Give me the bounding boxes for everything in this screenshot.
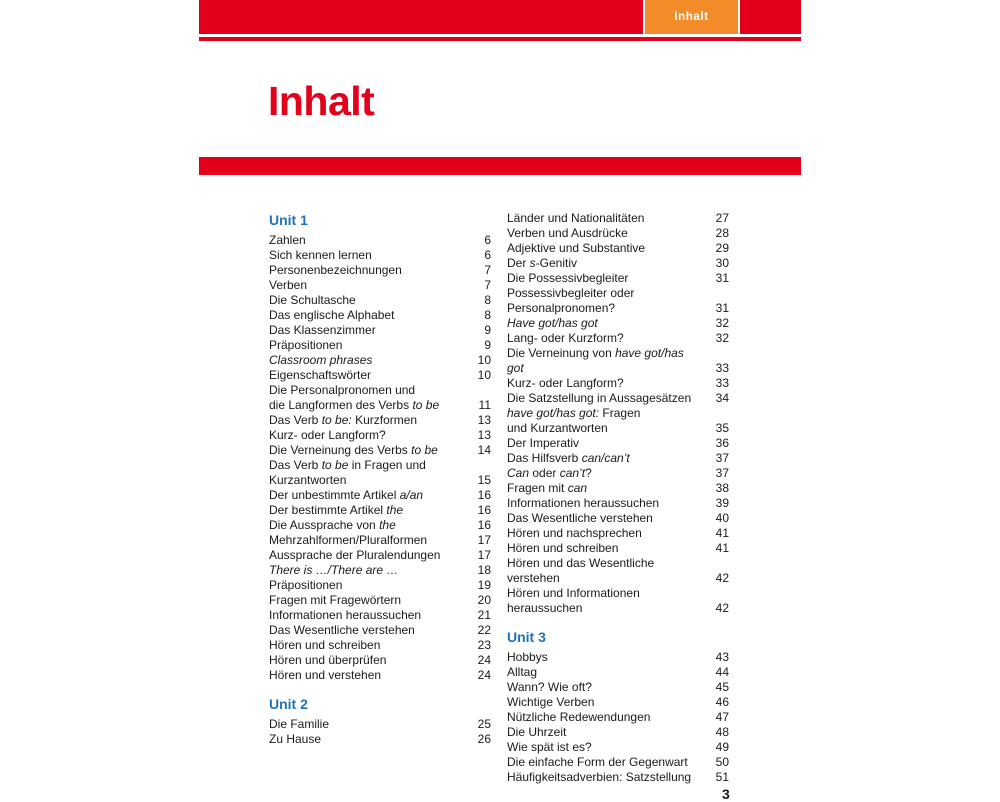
toc-entry-page: 36 bbox=[715, 436, 729, 450]
header-rule bbox=[199, 37, 801, 41]
toc-entry-title: Hören und Informationen heraussuchen bbox=[507, 586, 640, 615]
toc-entry-title: Hören und überprüfen bbox=[269, 653, 387, 667]
toc-entry-title: Wie spät ist es? bbox=[507, 740, 592, 754]
toc-entry-title: Wichtige Verben bbox=[507, 695, 595, 709]
toc-entry-title: Zahlen bbox=[269, 233, 306, 247]
toc-entry-title: Hören und schreiben bbox=[269, 638, 381, 652]
toc-entry-page: 31 bbox=[715, 271, 729, 285]
toc-entry-title: Häufigkeitsadverbien: Satzstellung bbox=[507, 770, 692, 784]
toc-entry[interactable] bbox=[269, 548, 491, 563]
toc-entry-page: 42 bbox=[715, 571, 729, 585]
toc-entry[interactable] bbox=[507, 331, 729, 346]
toc-entry-page: 19 bbox=[477, 578, 491, 592]
toc-list-unit-2-part-1 bbox=[269, 717, 491, 747]
toc-entry[interactable] bbox=[507, 541, 729, 556]
toc-entry[interactable] bbox=[269, 488, 491, 503]
toc-entry-title: There is …/There are … bbox=[269, 563, 399, 577]
toc-entry-page: 33 bbox=[715, 361, 729, 375]
toc-entry-page: 46 bbox=[715, 695, 729, 709]
toc-entry-title: Hören und schreiben bbox=[507, 541, 619, 555]
toc-entry-page: 11 bbox=[478, 398, 491, 412]
toc-entry-page: 31 bbox=[715, 301, 729, 315]
toc-entry-page: 13 bbox=[477, 413, 491, 427]
toc-list-unit-1 bbox=[269, 233, 491, 683]
toc-entry[interactable] bbox=[507, 481, 729, 496]
toc-entry-title: Die Satzstellung in Aussagesätzen bbox=[507, 391, 692, 405]
tab-divider-right bbox=[738, 0, 740, 34]
toc-entry-page: 9 bbox=[484, 338, 491, 352]
toc-entry[interactable] bbox=[269, 263, 491, 278]
toc-entry-title: Have got/has got bbox=[507, 316, 598, 330]
toc-entry-page: 6 bbox=[484, 233, 491, 247]
toc-entry-page: 25 bbox=[477, 717, 491, 731]
toc-entry[interactable] bbox=[507, 695, 729, 710]
toc-entry-page: 24 bbox=[477, 653, 491, 667]
toc-entry-page: 16 bbox=[477, 503, 491, 517]
toc-entry-title: Das Wesentliche verstehen bbox=[507, 511, 653, 525]
toc-entry[interactable] bbox=[507, 665, 729, 680]
toc-entry-title: Das englische Alphabet bbox=[269, 308, 395, 322]
toc-entry-page: 28 bbox=[715, 226, 729, 240]
toc-entry-page: 47 bbox=[715, 710, 729, 724]
page-title: Inhalt bbox=[268, 78, 375, 124]
toc-entry-title: Kurz- oder Langform? bbox=[507, 376, 624, 390]
toc-entry-title: Das Verb to be in Fragen und Kurzantworten bbox=[269, 458, 426, 487]
unit-heading: Unit 2 bbox=[269, 696, 308, 712]
toc-entry-page: 10 bbox=[477, 353, 491, 367]
tab-inhalt[interactable]: Inhalt bbox=[645, 0, 738, 34]
toc-entry-page: 38 bbox=[715, 481, 729, 495]
toc-entry-page: 15 bbox=[477, 473, 491, 487]
toc-entry[interactable] bbox=[269, 443, 491, 458]
page-number: 3 bbox=[722, 786, 730, 802]
toc-entry-title: Der unbestimmte Artikel a/an bbox=[269, 488, 424, 502]
toc-entry-page: 26 bbox=[477, 732, 491, 746]
toc-entry-page: 8 bbox=[484, 293, 491, 307]
toc-list-unit-2-part-2 bbox=[507, 211, 729, 616]
toc-entry[interactable] bbox=[507, 391, 729, 406]
toc-entry-title: Verben bbox=[269, 278, 308, 292]
toc-entry[interactable] bbox=[269, 578, 491, 593]
toc-entry-title: Can oder can’t? bbox=[507, 466, 592, 480]
unit-heading: Unit 3 bbox=[507, 629, 546, 645]
toc-entry-page: 44 bbox=[715, 665, 729, 679]
toc-entry[interactable] bbox=[507, 406, 729, 436]
toc-entry-page: 17 bbox=[477, 548, 491, 562]
toc-entry-title: Hören und das Wesentliche verstehen bbox=[507, 556, 655, 585]
toc-entry[interactable] bbox=[269, 563, 491, 578]
toc-entry-title: Mehrzahlformen/Pluralformen bbox=[269, 533, 428, 547]
toc-entry[interactable] bbox=[269, 428, 491, 443]
toc-entry[interactable] bbox=[507, 226, 729, 241]
toc-entry-title: Präpositionen bbox=[269, 578, 343, 592]
toc-entry[interactable] bbox=[269, 653, 491, 668]
toc-entry-page: 24 bbox=[477, 668, 491, 682]
toc-entry-page: 18 bbox=[477, 563, 491, 577]
toc-entry-title: Länder und Nationalitäten bbox=[507, 211, 645, 225]
toc-entry-title: Das Wesentliche verstehen bbox=[269, 623, 415, 637]
toc-entry-title: Personenbezeichnungen bbox=[269, 263, 402, 277]
toc-entry[interactable] bbox=[507, 755, 729, 770]
toc-entry-title: Alltag bbox=[507, 665, 538, 679]
toc-entry[interactable] bbox=[507, 211, 729, 226]
toc-entry[interactable] bbox=[269, 368, 491, 383]
toc-entry-page: 43 bbox=[715, 650, 729, 664]
toc-entry-title: Fragen mit Fragewörtern bbox=[269, 593, 402, 607]
toc-entry[interactable] bbox=[269, 383, 491, 413]
toc-entry[interactable] bbox=[507, 556, 729, 586]
toc-entry[interactable] bbox=[507, 466, 729, 481]
toc-entry-page: 49 bbox=[715, 740, 729, 754]
toc-column-right bbox=[507, 211, 729, 793]
toc-entry[interactable] bbox=[507, 346, 729, 376]
toc-entry[interactable] bbox=[507, 256, 729, 271]
toc-entry-page: 23 bbox=[477, 638, 491, 652]
toc-entry-title: Kurz- oder Langform? bbox=[269, 428, 386, 442]
toc-entry-page: 41 bbox=[715, 541, 729, 555]
toc-entry-page: 32 bbox=[715, 316, 729, 330]
toc-entry-page: 51 bbox=[715, 770, 729, 784]
toc-entry[interactable] bbox=[269, 248, 491, 263]
toc-entry-page: 16 bbox=[477, 518, 491, 532]
toc-entry-title: Das Hilfsverb can/can’t bbox=[507, 451, 630, 465]
toc-entry-title: Zu Hause bbox=[269, 732, 322, 746]
toc-entry-title: have got/has got: Fragen und Kurzantworten bbox=[507, 406, 641, 435]
toc-entry-page: 34 bbox=[715, 391, 729, 405]
toc-entry-title: Lang- oder Kurzform? bbox=[507, 331, 624, 345]
toc-entry[interactable] bbox=[269, 732, 491, 747]
unit-heading: Unit 1 bbox=[269, 212, 308, 228]
toc-entry[interactable] bbox=[269, 593, 491, 608]
toc-entry[interactable] bbox=[269, 353, 491, 368]
toc-entry[interactable] bbox=[507, 496, 729, 511]
toc-entry[interactable] bbox=[269, 503, 491, 518]
toc-entry[interactable] bbox=[269, 293, 491, 308]
toc-entry[interactable] bbox=[507, 680, 729, 695]
toc-entry-title: Die Verneinung des Verbs to be bbox=[269, 443, 438, 457]
toc-entry-title: Der Imperativ bbox=[507, 436, 580, 450]
toc-entry-title: Eigenschaftswörter bbox=[269, 368, 372, 382]
toc-entry-page: 16 bbox=[477, 488, 491, 502]
toc-entry-title: Classroom phrases bbox=[269, 353, 373, 367]
toc-entry[interactable] bbox=[507, 376, 729, 391]
toc-entry-title: Die Aussprache von the bbox=[269, 518, 396, 532]
toc-entry-title: Die Possessivbegleiter bbox=[507, 271, 629, 285]
toc-entry-page: 32 bbox=[715, 331, 729, 345]
toc-entry-page: 39 bbox=[715, 496, 729, 510]
toc-entry-title: Die Uhrzeit bbox=[507, 725, 567, 739]
toc-entry-title: Die Personalpronomen und die Langformen des Verbs to be bbox=[269, 383, 440, 412]
toc-entry-page: 33 bbox=[715, 376, 729, 390]
toc-entry[interactable] bbox=[269, 278, 491, 293]
toc-entry-page: 8 bbox=[484, 308, 491, 322]
toc-entry[interactable] bbox=[269, 233, 491, 248]
toc-entry[interactable] bbox=[507, 316, 729, 331]
toc-entry[interactable] bbox=[507, 286, 729, 316]
toc-entry-title: Die Schultasche bbox=[269, 293, 356, 307]
toc-entry-title: Informationen heraussuchen bbox=[269, 608, 422, 622]
toc-entry-title: Possessivbegleiter oder Personalpronomen? bbox=[507, 286, 635, 315]
toc-entry-title: Das Klassenzimmer bbox=[269, 323, 376, 337]
toc-entry-title: Fragen mit can bbox=[507, 481, 588, 495]
toc-entry[interactable] bbox=[507, 511, 729, 526]
toc-entry-page: 7 bbox=[484, 263, 491, 277]
toc-entry-page: 30 bbox=[715, 256, 729, 270]
toc-entry-title: Die Familie bbox=[269, 717, 330, 731]
toc-entry-title: Wann? Wie oft? bbox=[507, 680, 592, 694]
toc-entry-title: Aussprache der Pluralendungen bbox=[269, 548, 441, 562]
toc-entry-title: Informationen heraussuchen bbox=[507, 496, 660, 510]
toc-entry-title: Nützliche Redewendungen bbox=[507, 710, 651, 724]
toc-entry-page: 37 bbox=[715, 466, 729, 480]
toc-entry-page: 48 bbox=[715, 725, 729, 739]
toc-entry[interactable] bbox=[507, 710, 729, 725]
toc-entry-page: 21 bbox=[477, 608, 491, 622]
toc-entry-page: 41 bbox=[715, 526, 729, 540]
title-band bbox=[199, 157, 801, 175]
toc-entry-title: Hobbys bbox=[507, 650, 548, 664]
toc-entry[interactable] bbox=[269, 668, 491, 683]
toc-entry[interactable] bbox=[269, 458, 491, 488]
toc-entry[interactable] bbox=[507, 650, 729, 665]
toc-entry-page: 9 bbox=[484, 323, 491, 337]
toc-entry-page: 40 bbox=[715, 511, 729, 525]
toc-entry[interactable] bbox=[269, 608, 491, 623]
toc-entry[interactable] bbox=[269, 717, 491, 732]
toc-entry-page: 50 bbox=[715, 755, 729, 769]
toc-entry-title: Hören und verstehen bbox=[269, 668, 382, 682]
toc-entry[interactable] bbox=[269, 533, 491, 548]
toc-entry[interactable] bbox=[507, 740, 729, 755]
toc-entry[interactable] bbox=[269, 338, 491, 353]
toc-entry-page: 6 bbox=[484, 248, 491, 262]
toc-entry[interactable] bbox=[507, 436, 729, 451]
toc-entry[interactable] bbox=[269, 323, 491, 338]
toc-entry-title: Das Verb to be: Kurzformen bbox=[269, 413, 418, 427]
toc-entry[interactable] bbox=[507, 770, 729, 785]
toc-entry-page: 42 bbox=[715, 601, 729, 615]
toc-list-unit-3 bbox=[507, 650, 729, 785]
toc-entry-page: 7 bbox=[484, 278, 491, 292]
toc-entry[interactable] bbox=[507, 451, 729, 466]
toc-entry[interactable] bbox=[269, 413, 491, 428]
toc-entry-page: 10 bbox=[477, 368, 491, 382]
toc-column-left bbox=[269, 211, 491, 755]
toc-entry-title: Sich kennen lernen bbox=[269, 248, 372, 262]
toc-entry[interactable] bbox=[507, 725, 729, 740]
toc-entry-title: Der s-Genitiv bbox=[507, 256, 578, 270]
toc-entry-title: Die Verneinung von have got/has got bbox=[507, 346, 684, 375]
toc-entry[interactable] bbox=[269, 308, 491, 323]
toc-entry[interactable] bbox=[507, 586, 729, 616]
toc-entry-page: 14 bbox=[477, 443, 491, 457]
toc-entry-page: 37 bbox=[715, 451, 729, 465]
toc-entry-title: Die einfache Form der Gegenwart bbox=[507, 755, 688, 769]
toc-entry-title: Der bestimmte Artikel the bbox=[269, 503, 404, 517]
toc-entry[interactable] bbox=[269, 518, 491, 533]
toc-entry-title: Adjektive und Substantive bbox=[507, 241, 646, 255]
toc-entry[interactable] bbox=[507, 241, 729, 256]
toc-entry-title: Verben und Ausdrücke bbox=[507, 226, 628, 240]
toc-entry-page: 13 bbox=[477, 428, 491, 442]
toc-entry-page: 29 bbox=[715, 241, 729, 255]
toc-entry-page: 35 bbox=[715, 421, 729, 435]
toc-entry-page: 22 bbox=[477, 623, 491, 637]
toc-entry-page: 27 bbox=[715, 211, 729, 225]
toc-entry-page: 17 bbox=[477, 533, 491, 547]
toc-entry-page: 20 bbox=[477, 593, 491, 607]
toc-entry-title: Hören und nachsprechen bbox=[507, 526, 642, 540]
toc-entry-page: 45 bbox=[715, 680, 729, 694]
toc-entry[interactable] bbox=[507, 271, 729, 286]
toc-entry[interactable] bbox=[507, 526, 729, 541]
toc-entry-title: Präpositionen bbox=[269, 338, 343, 352]
toc-entry[interactable] bbox=[269, 638, 491, 653]
toc-entry[interactable] bbox=[269, 623, 491, 638]
